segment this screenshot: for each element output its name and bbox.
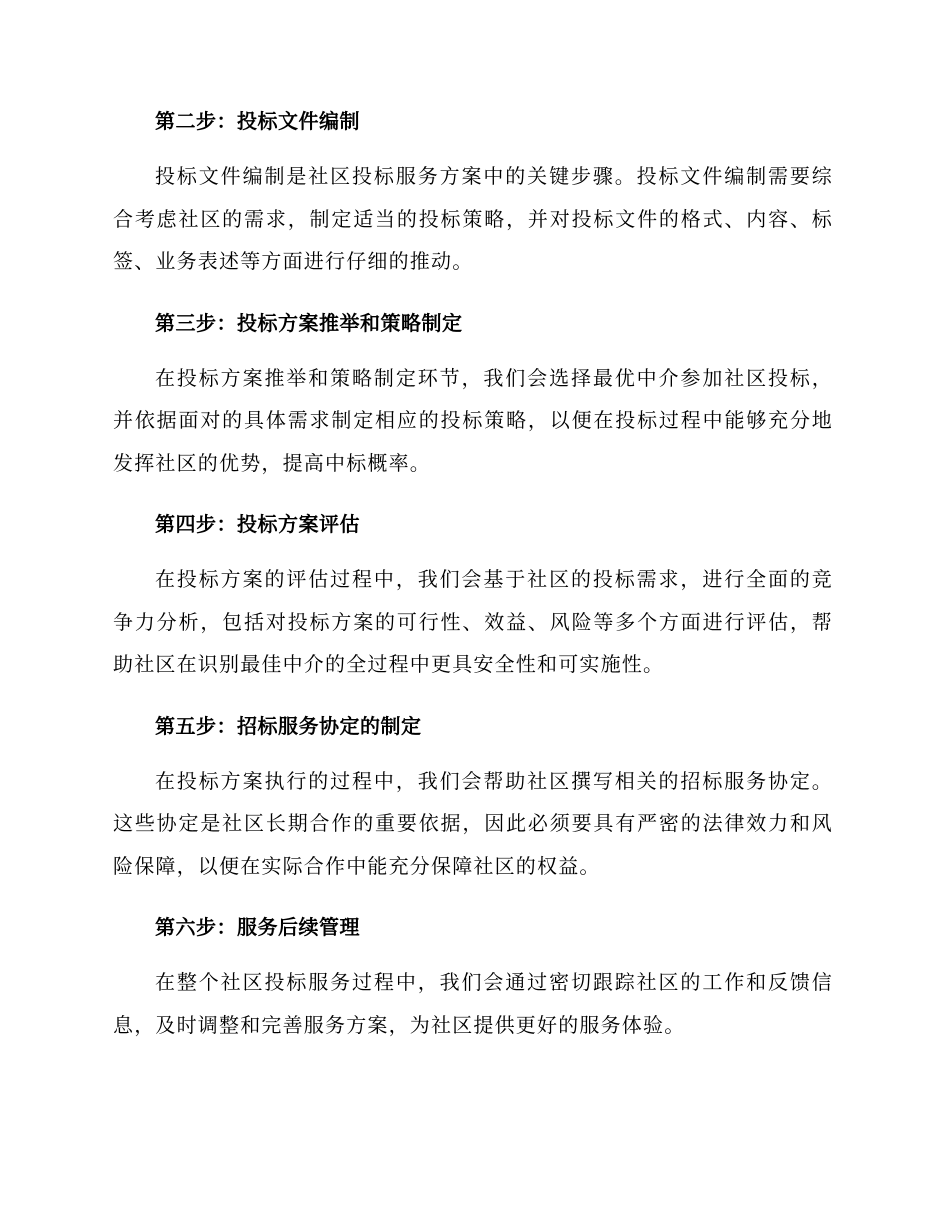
section-body-step-6: 在整个社区投标服务过程中，我们会通过密切跟踪社区的工作和反馈信息，及时调整和完善服务方案，为社区提供更好的服务体验。 xyxy=(113,970,833,1037)
section-heading-step-6: 第六步：服务后续管理 xyxy=(155,915,360,939)
section-heading-step-2: 第二步：投标文件编制 xyxy=(155,109,360,133)
document-content xyxy=(113,108,833,1073)
section-body-step-2: 投标文件编制是社区投标服务方案中的关键步骤。投标文件编制需要综合考虑社区的需求，制定适当的投标策略，并对投标文件的格式、内容、标签、业务表述等方面进行仔细的推动。 xyxy=(113,164,833,273)
section-heading-step-4: 第四步：投标方案评估 xyxy=(155,512,360,536)
section-heading-step-3: 第三步：投标方案推举和策略制定 xyxy=(155,310,463,335)
section-body-step-4: 在投标方案的评估过程中，我们会基于社区的投标需求，进行全面的竞争力分析，包括对投标方案的可行性、效益、风险等多个方面进行评估，帮助社区在识别最佳中介的全过程中更具安全性和可实施性。 xyxy=(113,567,833,676)
section-body-step-5: 在投标方案执行的过程中，我们会帮助社区撰写相关的招标服务协定。这些协定是社区长期合作的重要依据，因此必须要具有严密的法律效力和风险保障，以便在实际合作中能充分保障社区的权益。 xyxy=(113,768,833,878)
section-heading-step-5: 第五步：招标服务协定的制定 xyxy=(155,713,422,738)
section-body-step-3: 在投标方案推举和策略制定环节，我们会选择最优中介参加社区投标，并依据面对的具体需求制定相应的投标策略，以便在投标过程中能够充分地发挥社区的优势，提高中标概率。 xyxy=(113,365,833,475)
